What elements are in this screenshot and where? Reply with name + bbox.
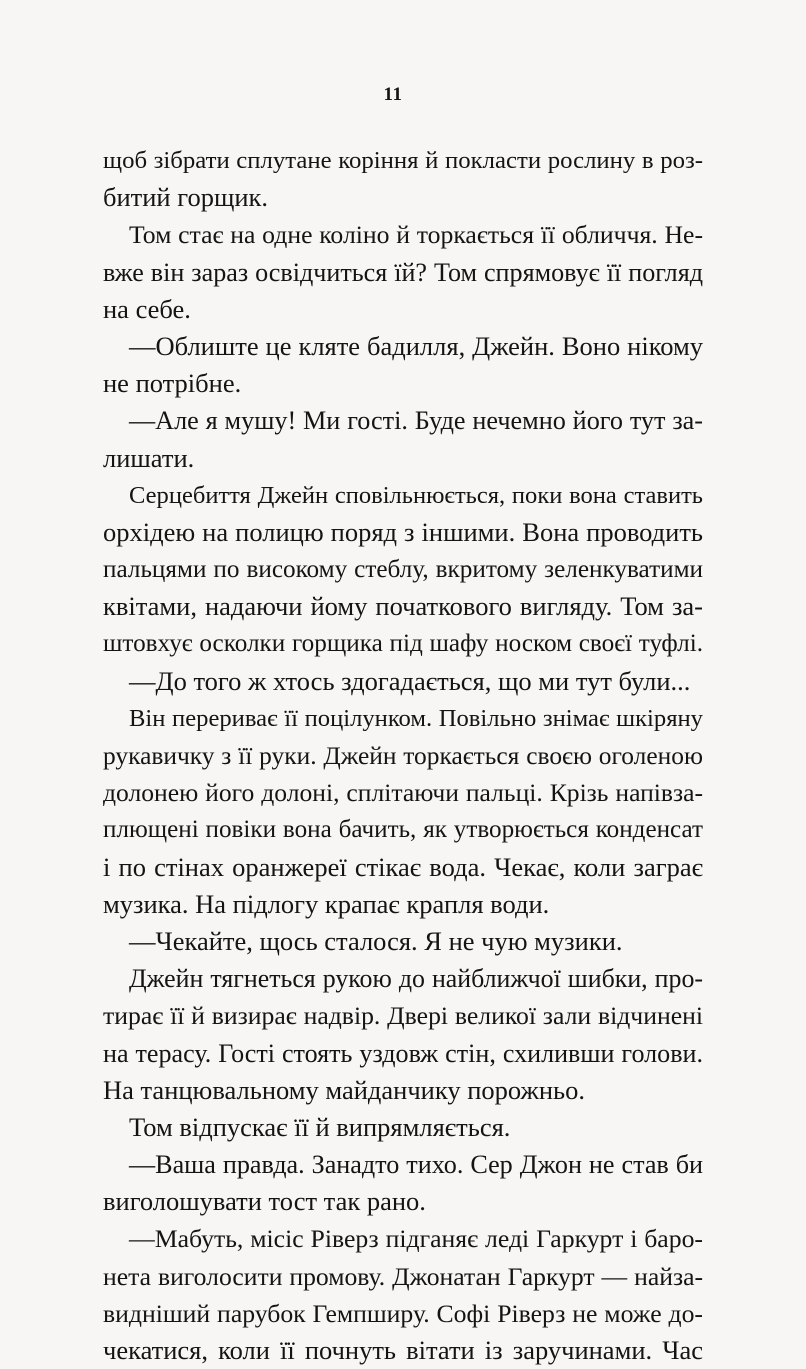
text-line: долонею його долоні, сплітаючи пальці. Крізь напівза- <box>103 778 703 808</box>
text-line: видніший парубок Гемпширу. Софі Ріверз не може до- <box>103 1298 703 1328</box>
body-text <box>103 142 703 1369</box>
text-line: —Ваша правда. Занадто тихо. Сер Джон не став би <box>129 1150 703 1180</box>
text-line: орхідею на полицю поряд з іншими. Вона проводить <box>103 516 703 547</box>
text-line: рукавичку з її руки. Джейн торкається своєю оголеною <box>103 741 703 770</box>
text-line: вже він зараз освідчиться їй? Том спрямовує її погляд <box>103 257 703 287</box>
text-line: на себе. <box>103 293 191 324</box>
text-line: —Облиште це кляте бадилля, Джейн. Воно нікому <box>129 330 703 361</box>
text-line: битий горщик. <box>103 182 269 213</box>
text-line: плющені повіки вона бачить, як утворюється конденсат <box>103 816 703 844</box>
text-line: щоб зібрати сплутане коріння й покласти рослину в роз- <box>103 147 703 174</box>
text-line: чекатися, коли її почнуть вітати із заручинами. Час <box>103 1335 703 1365</box>
text-line: на терасу. Гості стоять уздовж стін, схиливши голови. <box>103 1038 703 1068</box>
text-line: штовхує осколки горщика під шафу носком своєї туфлі. <box>103 630 703 658</box>
text-line: пальцями по високому стеблу, вкритому зеленкуватими <box>103 556 703 584</box>
text-line: і по стінах оранжереї стікає вода. Чекає, коли заграє <box>103 851 703 882</box>
text-line: —Але я мушу! Ми гості. Буде нечемно його тут за- <box>129 406 703 436</box>
text-line: На танцювальному майданчику порожньо. <box>103 1074 585 1105</box>
text-line: Том стає на одне коліно й торкається її обличчя. Не- <box>129 220 703 250</box>
text-line: лишати. <box>103 442 195 473</box>
page-number: 11 <box>383 84 403 105</box>
text-line: виголошувати тост так рано. <box>103 1186 426 1217</box>
text-line: —Чекайте, щось сталося. Я не чую музики. <box>129 925 623 956</box>
text-line: Серцебиття Джейн сповільнюється, поки вона ставить <box>129 481 703 509</box>
text-line: Він перериває її поцілунком. Повільно знімає шкіряну <box>129 704 703 732</box>
text-line: —До того ж хтось здогадається, що ми тут були... <box>129 665 691 696</box>
text-line: Том відпускає її й випрямляється. <box>129 1111 511 1142</box>
text-line: тирає її й визирає надвір. Двері великої зали відчинені <box>103 1001 703 1031</box>
text-line: музика. На підлогу крапає крапля води. <box>103 888 550 919</box>
text-line: квітами, надаючи йому початкового вигляду. Том за- <box>103 591 703 622</box>
text-line: нета виголосити промову. Джонатан Гаркурт — найза- <box>103 1261 703 1291</box>
text-line: не потрібне. <box>103 368 242 399</box>
text-line: Джейн тягнеться рукою до найближчої шибки, про- <box>129 964 703 994</box>
text-line: —Мабуть, місіс Ріверз підганяє леді Гаркурт і баро- <box>129 1224 703 1254</box>
